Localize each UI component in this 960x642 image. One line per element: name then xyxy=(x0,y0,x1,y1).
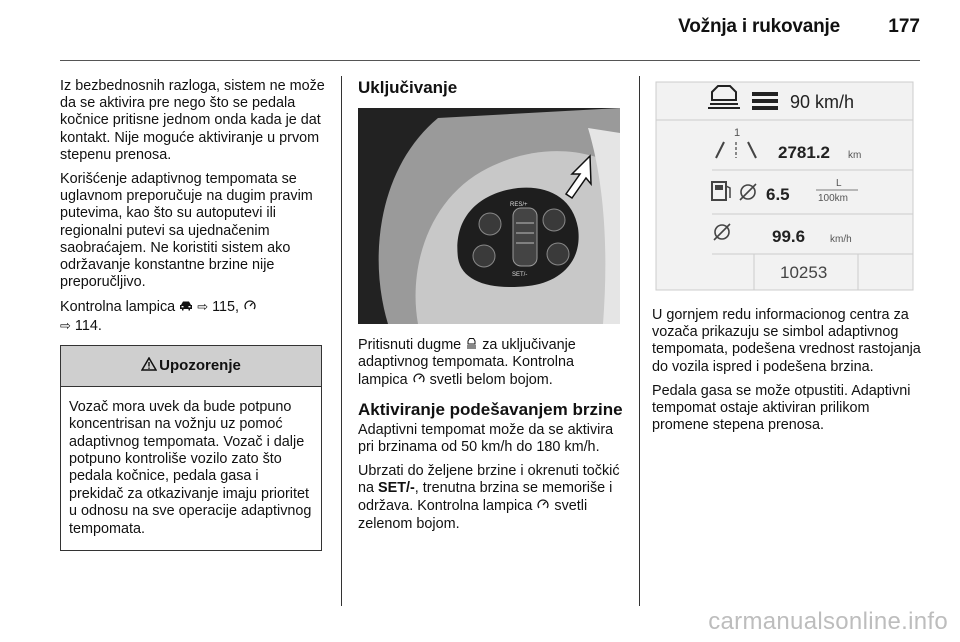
text-span: svetli zelenom bojom. xyxy=(358,498,588,532)
column-separator-2 xyxy=(639,76,640,606)
wheel-label-set: SET/- xyxy=(512,272,528,278)
warning-text: Vozač mora uvek da bude potpuno koncentrisan na vožnju uz pomoć adaptivnog tempomata. Vozač i dalje potpuno kontroliše vozilo zato što pedala kočnice, pedala gasa i prekidač za otkazivanje imaju prioritet u odnosu na sve operacije adaptivnog tempomata. xyxy=(69,398,312,537)
paragraph: Iz bezbednosnih razloga, sistem ne može da se aktivira pre nego što se pedala kočnice pritisne jednom onda kada je dat kontakt. Nije moguće aktiviranje u prvom stepenu prenosa. xyxy=(60,78,325,163)
watermark: carmanualsonline.info xyxy=(708,608,948,635)
wheel-button-cancel xyxy=(473,245,495,267)
wheel-label-res: RES/+ xyxy=(510,202,528,208)
paragraph xyxy=(358,463,626,533)
wheel-button-cruise xyxy=(543,209,565,231)
column-1 xyxy=(60,78,328,551)
warning-title: Upozorenje xyxy=(159,357,241,375)
display-gear: 1 xyxy=(734,127,741,139)
warning-header xyxy=(61,346,321,387)
text-span: svetli belom bojom. xyxy=(429,372,553,389)
cruise-lamp-icon xyxy=(412,371,426,388)
column-2 xyxy=(358,78,626,540)
display-distance-unit: km xyxy=(848,150,862,161)
page-ref-arrow-icon: ⇨ xyxy=(197,299,209,315)
distance-bars-icon xyxy=(752,92,778,110)
paragraph: Korišćenje adaptivnog tempomata se uglavnom preporučuje na dugim pravim putevima, kao što su autoputevi ili regionalni putevi sa ujednačenim saobraćajem. Ne koristiti sistem ako održavanje konstantne brzine nije preporučljivo. xyxy=(60,171,313,291)
wheel-thumbwheel xyxy=(513,208,537,266)
paragraph: U gornjem redu informacionog centra za vozača prikazuju se simbol adaptivnog tempomata, podešena vrednost rastojanja do vozila ispred i podešena brzina. xyxy=(652,307,921,375)
paragraph xyxy=(60,298,328,334)
display-fuel-unit-bottom: 100km xyxy=(818,193,849,204)
display-speed: 90 km/h xyxy=(790,92,855,112)
display-avg-speed-unit: km/h xyxy=(830,234,852,245)
page-ref: 115, xyxy=(212,299,240,316)
text-span: , trenutna brzina se memoriše i održava. Kontrolna lampica xyxy=(358,480,613,515)
header-rule xyxy=(60,60,920,61)
steering-wheel-controls-image xyxy=(358,108,620,324)
car-front-icon xyxy=(179,298,193,315)
page-ref-arrow-icon: ⇨ xyxy=(60,317,71,333)
paragraph xyxy=(358,336,626,390)
text-span: za uključivanje adaptivnog tempomata. Kontrolna lampica xyxy=(358,337,576,389)
cruise-lamp-icon xyxy=(536,497,550,514)
display-distance: 2781.2 xyxy=(778,143,830,162)
cruise-button-icon xyxy=(465,336,478,353)
display-fuel-value: 6.5 xyxy=(766,185,790,204)
section-heading: Aktiviranje podešavanjem brzine xyxy=(358,399,623,419)
display-avg-speed: 99.6 xyxy=(772,227,806,246)
page-ref: 114. xyxy=(74,317,102,334)
display-odometer: 10253 xyxy=(780,263,828,282)
driver-info-display-image xyxy=(652,78,917,293)
page-number: 177 xyxy=(888,16,920,37)
wheel-button-distance xyxy=(479,213,501,235)
set-label: SET/- xyxy=(378,480,415,497)
text-span: Pritisnuti dugme xyxy=(358,337,462,353)
column-3 xyxy=(652,78,922,441)
paragraph: Pedala gasa se može otpustiti. Adaptivni tempomat ostaje aktiviran prilikom promene stepena prenosa. xyxy=(652,382,911,434)
page-header-title: Vožnja i rukovanje xyxy=(678,16,840,37)
warning-triangle-icon xyxy=(141,357,157,375)
section-heading: Uključivanje xyxy=(358,78,458,97)
display-fuel-unit-top: L xyxy=(836,178,842,189)
warning-box xyxy=(60,345,322,551)
wheel-button-limiter xyxy=(547,243,569,265)
cruise-lamp-icon xyxy=(243,298,257,315)
text-span: Kontrolna lampica xyxy=(60,299,176,316)
column-separator-1 xyxy=(341,76,342,606)
paragraph: Adaptivni tempomat može da se aktivira pri brzinama od 50 km/h do 180 km/h. xyxy=(358,421,614,455)
text-span: Ubrzati do željene brzine i okrenuti točkić na xyxy=(358,463,620,497)
